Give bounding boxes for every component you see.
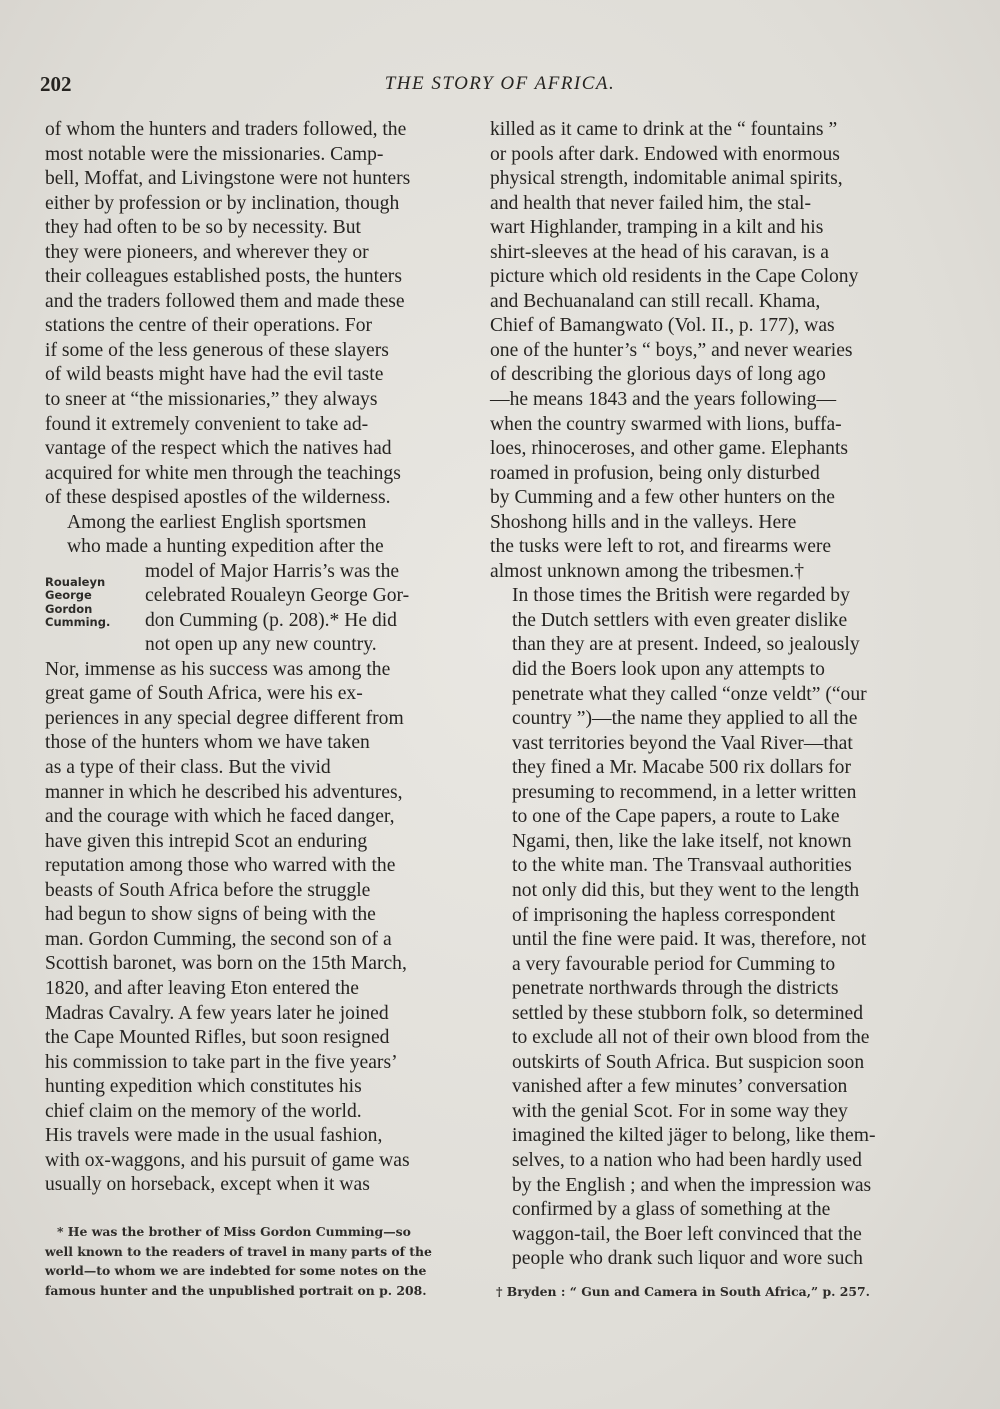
left-paragraph-2-start xyxy=(45,511,466,560)
text-line: Scottish baronet, was born on the 15th March, xyxy=(45,953,407,975)
text-line: had begun to show signs of being with the xyxy=(45,904,376,926)
text-line: world—to whom we are indebted for some notes on the xyxy=(45,1263,427,1278)
text-line: when the country swarmed with lions, buffa- xyxy=(490,413,842,435)
text-line: to exclude all not of their own blood from the xyxy=(512,1027,870,1049)
text-line: of describing the glorious days of long ago xyxy=(490,364,826,386)
text-line: to sneer at “the missionaries,” they always xyxy=(45,389,378,411)
text-line: Among the earliest English sportsmen xyxy=(67,511,367,533)
text-line: their colleagues established posts, the hunters xyxy=(45,266,402,288)
text-line: by the English ; and when the impression was xyxy=(512,1174,872,1196)
text-line: not open up any new country. xyxy=(145,634,377,656)
text-line: reputation among those who warred with the xyxy=(45,855,396,877)
text-line: penetrate what they called “onze veldt” (“our xyxy=(512,683,867,705)
text-line: Nor, immense as his success was among the xyxy=(45,658,391,680)
text-line: chief claim on the memory of the world. xyxy=(45,1100,362,1122)
text-line: not only did this, but they went to the length xyxy=(512,879,860,901)
text-line: presuming to recommend, in a letter written xyxy=(512,781,857,803)
running-title: THE STORY OF AFRICA. xyxy=(384,73,616,94)
text-line: of imprisoning the hapless correspondent xyxy=(512,904,836,926)
text-line: 1820, and after leaving Eton entered the xyxy=(45,977,359,999)
text-line: either by profession or by inclination, though xyxy=(45,192,400,214)
text-line: George xyxy=(45,588,92,603)
text-line: outskirts of South Africa. But suspicion soon xyxy=(512,1051,865,1073)
text-line: beasts of South Africa before the struggle xyxy=(45,879,371,901)
text-line: selves, to a nation who had been hardly used xyxy=(512,1149,862,1171)
text-line: Shoshong hills and in the valleys. Here xyxy=(490,511,797,533)
text-line: Gordon xyxy=(45,601,93,616)
text-line: to the white man. The Transvaal authorities xyxy=(512,855,852,877)
text-line: with the genial Scot. For in some way they xyxy=(512,1100,848,1122)
text-line: of these despised apostles of the wilderness. xyxy=(45,487,391,509)
text-line: they fined a Mr. Macabe 500 rix dollars for xyxy=(512,757,851,779)
text-line: man. Gordon Cumming, the second son of a xyxy=(45,928,392,950)
text-line: most notable were the missionaries. Camp- xyxy=(45,143,384,165)
footnote-left xyxy=(45,1222,466,1300)
text-line: imagined the kilted jäger to belong, like them- xyxy=(512,1125,876,1147)
text-line: Cumming. xyxy=(45,615,111,630)
text-line: settled by these stubborn folk, so determined xyxy=(512,1002,863,1024)
text-line: by Cumming and a few other hunters on the xyxy=(490,487,835,509)
text-line: the Dutch settlers with even greater dislike xyxy=(512,609,848,631)
text-line: Madras Cavalry. A few years later he joined xyxy=(45,1002,389,1024)
text-line: usually on horseback, except when it was xyxy=(45,1174,370,1196)
text-line: wart Highlander, tramping in a kilt and his xyxy=(490,217,824,239)
text-line: stations the centre of their operations. For xyxy=(45,315,373,337)
text-line: Ngami, then, like the lake itself, not known xyxy=(512,830,852,852)
text-line: and Bechuanaland can still recall. Khama, xyxy=(490,290,821,312)
footnote-right: † Bryden : “ Gun and Camera in South Africa,” p. 257. xyxy=(496,1284,870,1299)
text-line: they were pioneers, and wherever they or xyxy=(45,241,369,263)
text-line: don Cumming (p. 208).* He did xyxy=(145,609,397,631)
text-line: one of the hunter’s “ boys,” and never wearies xyxy=(490,339,853,361)
text-line: who made a hunting expedition after the xyxy=(67,536,384,558)
text-line: shirt-sleeves at the head of his caravan, is a xyxy=(490,241,829,263)
text-line: celebrated Roualeyn George Gor- xyxy=(145,585,410,607)
margin-sidenote xyxy=(45,576,140,630)
text-line: and health that never failed him, the stal- xyxy=(490,192,812,214)
text-line: confirmed by a glass of something at the xyxy=(512,1199,831,1221)
text-line: people who drank such liquor and wore such xyxy=(512,1248,863,1270)
left-column xyxy=(45,118,466,1198)
text-line: His travels were made in the usual fashion, xyxy=(45,1125,383,1147)
text-line: model of Major Harris’s was the xyxy=(145,560,400,582)
text-line: loes, rhinoceroses, and other game. Elephants xyxy=(490,438,849,460)
text-line: country ”)—the name they applied to all the xyxy=(512,708,858,730)
text-line: In those times the British were regarded by xyxy=(512,585,850,607)
text-line: Roualeyn xyxy=(45,574,106,589)
text-line: of wild beasts might have had the evil taste xyxy=(45,364,384,386)
text-line: vantage of the respect which the natives had xyxy=(45,438,392,460)
right-paragraph-1 xyxy=(490,118,919,584)
text-line: a very favourable period for Cumming to xyxy=(512,953,836,975)
right-paragraph-2 xyxy=(490,584,919,1271)
right-column xyxy=(490,118,919,1272)
text-line: as a type of their class. But the vivid xyxy=(45,757,331,779)
text-line: famous hunter and the unpublished portrait on p. 208. xyxy=(45,1282,427,1298)
text-line: Chief of Bamangwato (Vol. II., p. 177), was xyxy=(490,315,835,337)
text-line: if some of the less generous of these slayers xyxy=(45,339,389,361)
text-line: —he means 1843 and the years following— xyxy=(490,389,837,411)
text-line: of whom the hunters and traders followed, the xyxy=(45,119,407,140)
text-line: * He was the brother of Miss Gordon Cumming—so xyxy=(57,1224,411,1239)
float-block xyxy=(45,560,466,658)
text-line: manner in which he described his adventures, xyxy=(45,781,403,803)
text-line: than they are at present. Indeed, so jealously xyxy=(512,634,860,656)
text-line: periences in any special degree different from xyxy=(45,707,404,729)
text-line: physical strength, indomitable animal spirits, xyxy=(490,168,843,190)
text-line: killed as it came to drink at the “ fountains ” xyxy=(490,119,838,140)
float-text xyxy=(145,560,466,658)
text-line: to one of the Cape papers, a route to Lake xyxy=(512,806,840,828)
text-line: did the Boers look upon any attempts to xyxy=(512,659,825,681)
text-line: with ox-waggons, and his pursuit of game was xyxy=(45,1149,410,1171)
text-line: waggon-tail, the Boer left convinced that the xyxy=(512,1223,862,1245)
text-line: until the fine were paid. It was, therefore, not xyxy=(512,929,867,951)
page-number: 202 xyxy=(40,72,72,96)
text-line: well known to the readers of travel in many parts of the xyxy=(45,1243,432,1259)
text-line: hunting expedition which constitutes his xyxy=(45,1076,362,1098)
page-header xyxy=(40,72,960,104)
text-line: have given this intrepid Scot an enduring xyxy=(45,830,368,852)
text-line: or pools after dark. Endowed with enormous xyxy=(490,143,840,165)
text-line: and the traders followed them and made these xyxy=(45,290,405,312)
text-line: and the courage with which he faced danger, xyxy=(45,806,395,828)
text-line: vanished after a few minutes’ conversation xyxy=(512,1076,848,1098)
text-line: roamed in profusion, being only disturbed xyxy=(490,462,820,484)
text-line: picture which old residents in the Cape Colony xyxy=(490,266,859,288)
text-line: acquired for white men through the teachings xyxy=(45,462,401,484)
left-paragraph-1 xyxy=(45,118,466,511)
text-line: great game of South Africa, were his ex- xyxy=(45,683,363,705)
text-line: almost unknown among the tribesmen.† xyxy=(490,560,804,582)
text-line: those of the hunters whom we have taken xyxy=(45,732,370,754)
text-line: vast territories beyond the Vaal River—that xyxy=(512,732,853,754)
text-line: bell, Moffat, and Livingstone were not hunters xyxy=(45,168,411,190)
text-line: penetrate northwards through the districts xyxy=(512,978,839,1000)
text-line: they had often to be so by necessity. But xyxy=(45,217,361,239)
text-line: the tusks were left to rot, and firearms were xyxy=(490,536,832,558)
text-line: his commission to take part in the five years’ xyxy=(45,1051,398,1073)
text-line: found it extremely convenient to take ad- xyxy=(45,413,369,435)
text-line: the Cape Mounted Rifles, but soon resigned xyxy=(45,1027,390,1049)
left-paragraph-2-rest xyxy=(45,658,466,1198)
